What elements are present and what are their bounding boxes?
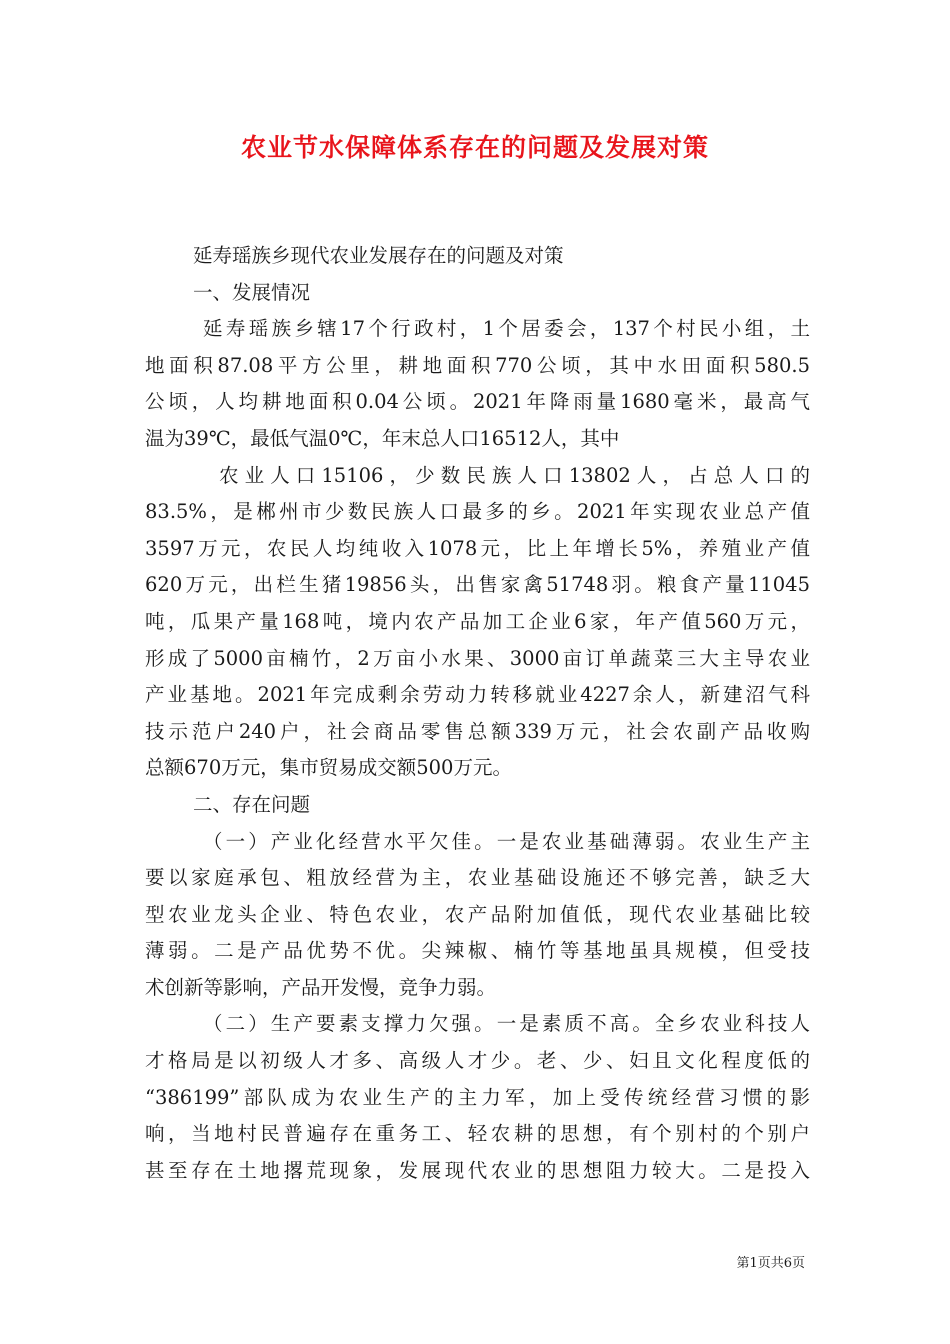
section-heading: 一、发展情况	[193, 280, 311, 304]
page-number-footer: 第1页共6页	[736, 1256, 805, 1271]
paragraph-line: 甚至存在土地撂荒现象，发展现代农业的思想阻力较大。二是投入	[145, 1158, 810, 1182]
paragraph-line: 总额670万元，集市贸易成交额500万元。	[145, 756, 512, 780]
paragraph-line: 型农业龙头企业、特色农业，农产品附加值低，现代农业基础比较	[145, 902, 810, 926]
paragraph-line: 产业基地。2021年完成剩余劳动力转移就业4227余人，新建沼气科	[145, 683, 810, 707]
paragraph-line: 温为39℃，最低气温0℃，年末总人口16512人，其中	[145, 426, 620, 450]
paragraph-line: 薄弱。二是产品优势不优。尖辣椒、楠竹等基地虽具规模，但受技	[145, 939, 810, 963]
document-title: 农业节水保障体系存在的问题及发展对策	[240, 133, 709, 162]
paragraph-line: 响，当地村民普遍存在重务工、轻农耕的思想，有个别村的个别户	[145, 1122, 810, 1146]
paragraph-line: 技示范户240户，社会商品零售总额339万元，社会农副产品收购	[145, 719, 810, 743]
section-heading: 二、存在问题	[193, 792, 311, 816]
paragraph-line: 要以家庭承包、粗放经营为主，农业基础设施还不够完善，缺乏大	[145, 866, 810, 890]
paragraph-line: 地面积87.08平方公里，耕地面积770公顷，其中水田面积580.5	[145, 353, 810, 377]
paragraph-line: 83.5%，是郴州市少数民族人口最多的乡。2021年实现农业总产值	[145, 500, 810, 524]
paragraph-line: （一）产业化经营水平欠佳。一是农业基础薄弱。农业生产主	[203, 829, 810, 853]
paragraph-line: 620万元，出栏生猪19856头，出售家禽51748羽。粮食产量11045	[145, 573, 810, 597]
paragraph-line: 农业人口15106，少数民族人口13802人，占总人口的	[219, 463, 810, 487]
paragraph-line: 公顷，人均耕地面积0.04公顷。2021年降雨量1680毫米，最高气	[145, 390, 810, 414]
subtitle-line: 延寿瑶族乡现代农业发展存在的问题及对策	[193, 244, 564, 267]
paragraph-line: 形成了5000亩楠竹，2万亩小水果、3000亩订单蔬菜三大主导农业	[145, 646, 810, 670]
paragraph-line: 延寿瑶族乡辖17个行政村，1个居委会，137个村民小组，土	[203, 317, 810, 341]
paragraph-line: 吨，瓜果产量168吨，境内农产品加工企业6家，年产值560万元，	[145, 609, 810, 633]
paragraph-line: 才格局是以初级人才多、高级人才少。老、少、妇且文化程度低的	[145, 1049, 810, 1073]
paragraph-line: 3597万元，农民人均纯收入1078元，比上年增长5%，养殖业产值	[145, 536, 810, 560]
document-body	[145, 238, 810, 1189]
paragraph-line: 术创新等影响，产品开发慢，竞争力弱。	[145, 975, 497, 999]
paragraph-line: “386199”部队成为农业生产的主力军，加上受传统经营习惯的影	[145, 1085, 810, 1109]
paragraph-line: （二）生产要素支撑力欠强。一是素质不高。全乡农业科技人	[203, 1012, 810, 1036]
